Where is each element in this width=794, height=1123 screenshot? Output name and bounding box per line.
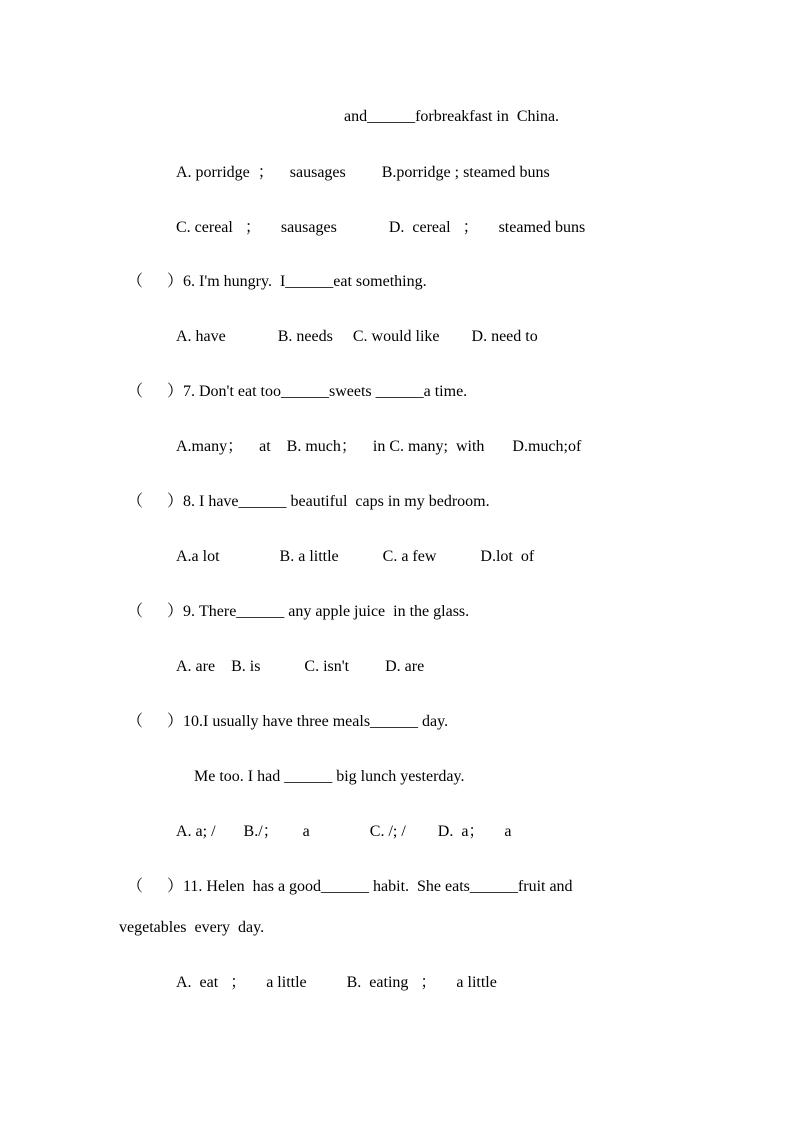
question-5-options-c-d: C. cereal ； sausages D. cereal ； steamed buns	[176, 219, 586, 236]
question-9-options: A. are B. is C. isn't D. are	[176, 658, 425, 675]
question-9-stem: （ ）9. There______ any apple juice in the glass.	[127, 603, 470, 620]
question-7-options: A.many； at B. much； in C. many; with D.much;of	[176, 438, 582, 455]
question-7-stem: （ ）7. Don't eat too______sweets ______a time.	[127, 383, 468, 400]
question-8-options: A.a lot B. a little C. a few D.lot of	[176, 548, 535, 565]
question-10-dialogue-line: Me too. I had ______ big lunch yesterday.	[194, 768, 465, 785]
question-10-options: A. a; / B./； a C. /; / D. a； a	[176, 823, 512, 840]
question-11-stem: （ ）11. Helen has a good______ habit. She eats______fruit and	[127, 878, 573, 895]
question-5-options-a-b: A. porridge ； sausages B.porridge ; steamed buns	[176, 164, 550, 181]
question-10-stem: （ ）10.I usually have three meals______ day.	[127, 713, 449, 730]
question-6-options: A. have B. needs C. would like D. need to	[176, 328, 538, 345]
question-11-stem-continuation: vegetables every day.	[119, 919, 265, 936]
question-6-stem: （ ）6. I'm hungry. I______eat something.	[127, 273, 427, 290]
question-11-options: A. eat ； a little B. eating ； a little	[176, 974, 497, 991]
question-8-stem: （ ）8. I have______ beautiful caps in my bedroom.	[127, 493, 490, 510]
question-5-stem-continuation: and______forbreakfast in China.	[344, 108, 560, 125]
